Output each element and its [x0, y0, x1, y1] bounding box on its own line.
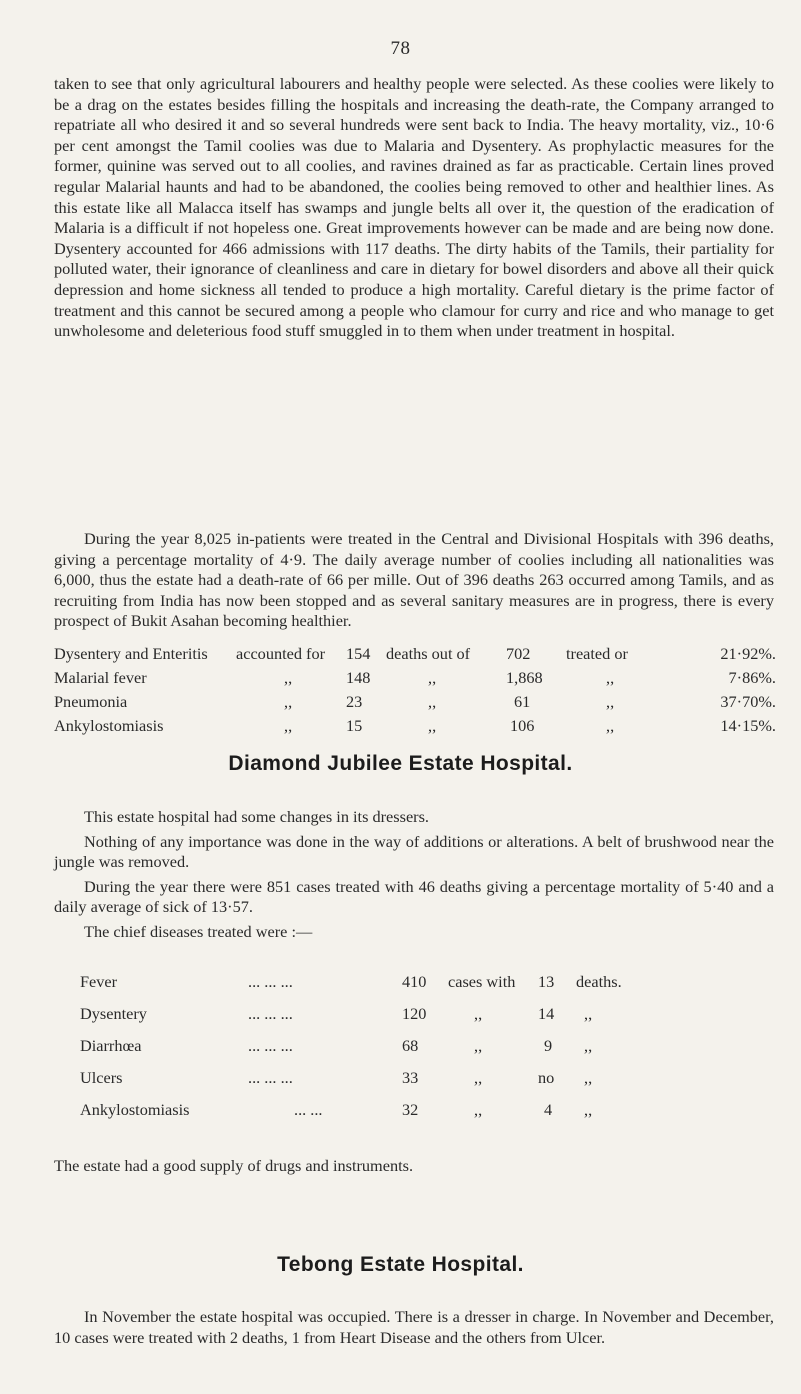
mortality-row — [54, 688, 776, 712]
diamond-paragraph-1: This estate hospital had some changes in its dressers. — [84, 807, 429, 826]
leader-dots: ... ... ... — [248, 972, 293, 991]
disease-name: Dysentery — [80, 1004, 147, 1023]
deaths-label: ,, — [584, 1068, 593, 1087]
cases-count: 120 — [402, 1004, 427, 1023]
deaths-count: 4 — [544, 1100, 553, 1119]
cases-label: cases with — [448, 972, 516, 991]
connector: ,, — [428, 692, 437, 711]
deaths-count: no — [538, 1068, 555, 1087]
connector: ,, — [284, 668, 293, 687]
page-number: 78 — [390, 38, 411, 59]
connector: ,, — [284, 692, 293, 711]
cases-label: ,, — [474, 1068, 483, 1087]
percentage: 14·15%. — [720, 716, 776, 735]
cases-count: 410 — [402, 972, 427, 991]
diamond-closing: The estate had a good supply of drugs and instruments. — [54, 1156, 414, 1175]
connector: ,, — [606, 692, 615, 711]
cases-label: ,, — [474, 1004, 483, 1023]
mortality-row — [54, 712, 776, 736]
disease-name: Ulcers — [80, 1068, 123, 1087]
deaths-count: 9 — [544, 1036, 553, 1055]
disease-name: Fever — [80, 972, 118, 991]
diamond-closing-block — [54, 1156, 774, 1177]
intro-paragraph: taken to see that only agricultural labourers and healthy people were selected. As these coolies were likely to be a drag on the estates besides filling the hospitals and increasing the death-rate, the Company arranged to repatriate all who desired it and so several hundreds were sent back to India. The heavy mortality, viz., 10·6 per cent amongst the Tamil coolies was due to Malaria and Dysentery. As prophylactic measures for the former, quinine was served out to all coolies, and ravines drained as far as practicable. Certain lines proved regular Malarial haunts and had to be abandoned, the coolies being removed to other and healthier lines. As this estate like all Malacca itself has swamps and jungle belts all over it, the question of the eradication of Malaria is a difficult if not hopeless one. Great improvements however can be made and are being now done. Dysentery accounted for 466 admissions with 117 deaths. The dirty habits of the Tamils, their partiality for polluted water, their ignorance of cleanliness and care in dietary for bowel disorders and above all their quick depression and home sickness all tended to produce a high mortality. Careful dietary is the prime factor of treatment and this cannot be secured among a people who clamour for curry and rice and who manage to get unwholesome and deleterious food stuff smuggled in to them when under treatment in hospital. — [54, 74, 774, 341]
tebong-section-text — [54, 1307, 774, 1348]
leader-dots: ... ... ... — [248, 1004, 293, 1023]
diamond-section-text — [54, 807, 774, 947]
mortality-table — [54, 640, 776, 736]
connector: ,, — [428, 716, 437, 735]
tebong-heading: Tebong Estate Hospital. — [277, 1253, 524, 1276]
disease-row — [80, 1056, 720, 1088]
cases-count: 702 — [506, 644, 531, 663]
deaths-count: 148 — [346, 668, 371, 687]
cases-count: 1,868 — [506, 668, 543, 687]
disease-name: Diarrhœa — [80, 1036, 142, 1055]
deaths-label: ,, — [584, 1036, 593, 1055]
percentage: 37·70%. — [720, 692, 776, 711]
disease-row — [80, 1024, 720, 1056]
second-paragraph: During the year 8,025 in-patients were treated in the Central and Divisional Hospitals with 396 deaths, giving a percentage mortality of 4·9. The daily average number of coolies including all nationalities was 6,000, thus the estate had a death-rate of 66 per mille. Out of 396 deaths 263 occurred among Tamils, and as recruiting from India has now been stopped and as several sanitary measures are in progress, there is every prospect of Bukit Asahan becoming healthier. — [54, 529, 774, 631]
disease-row — [80, 1088, 720, 1120]
percentage: 21·92%. — [720, 644, 776, 663]
deaths-count: 13 — [538, 972, 555, 991]
leader-dots: ... ... ... — [248, 1036, 293, 1055]
diamond-paragraph-2: Nothing of any importance was done in the way of additions or alterations. A belt of brushwood near the jungle was removed. — [54, 831, 774, 872]
connector: deaths out of — [386, 644, 471, 663]
deaths-count: 14 — [538, 1004, 555, 1023]
cases-count: 32 — [402, 1100, 419, 1119]
deaths-label: ,, — [584, 1100, 593, 1119]
diamond-paragraph-3: During the year there were 851 cases treated with 46 deaths giving a percentage mortality of 5·40 and a daily average of sick of 13·57. — [54, 876, 774, 917]
cases-count: 61 — [514, 692, 531, 711]
second-paragraph-block — [54, 529, 774, 632]
deaths-count: 154 — [346, 644, 371, 663]
diseases-table — [80, 960, 720, 1120]
disease-name: Pneumonia — [54, 692, 128, 711]
diamond-jubilee-heading: Diamond Jubilee Estate Hospital. — [228, 752, 573, 775]
mortality-row — [54, 640, 776, 664]
intro-paragraph-block — [54, 74, 774, 342]
connector: ,, — [606, 668, 615, 687]
disease-name: Ankylostomiasis — [54, 716, 164, 735]
percentage: 7·86%. — [728, 668, 776, 687]
tebong-paragraph: In November the estate hospital was occupied. There is a dresser in charge. In November and December, 10 cases were treated with 2 deaths, 1 from Heart Disease and the others from Ulcer. — [54, 1307, 774, 1347]
deaths-label: ,, — [584, 1004, 593, 1023]
cases-count: 68 — [402, 1036, 419, 1055]
connector: ,, — [606, 716, 615, 735]
deaths-label: deaths. — [576, 972, 622, 991]
connector: treated or — [566, 644, 628, 663]
cases-label: ,, — [474, 1100, 483, 1119]
cases-count: 106 — [510, 716, 535, 735]
leader-dots: ... ... — [294, 1100, 323, 1119]
disease-name: Ankylostomiasis — [80, 1100, 190, 1119]
deaths-count: 15 — [346, 716, 363, 735]
connector: ,, — [284, 716, 293, 735]
disease-name: Malarial fever — [54, 668, 147, 687]
diamond-paragraph-4: The chief diseases treated were :— — [84, 921, 313, 941]
cases-label: ,, — [474, 1036, 483, 1055]
connector: ,, — [428, 668, 437, 687]
deaths-count: 23 — [346, 692, 363, 711]
disease-row — [80, 992, 720, 1024]
disease-row — [80, 960, 720, 992]
connector: accounted for — [236, 644, 326, 663]
cases-count: 33 — [402, 1068, 419, 1087]
leader-dots: ... ... ... — [248, 1068, 293, 1087]
disease-name: Dysentery and Enteritis — [54, 644, 208, 663]
mortality-row — [54, 664, 776, 688]
